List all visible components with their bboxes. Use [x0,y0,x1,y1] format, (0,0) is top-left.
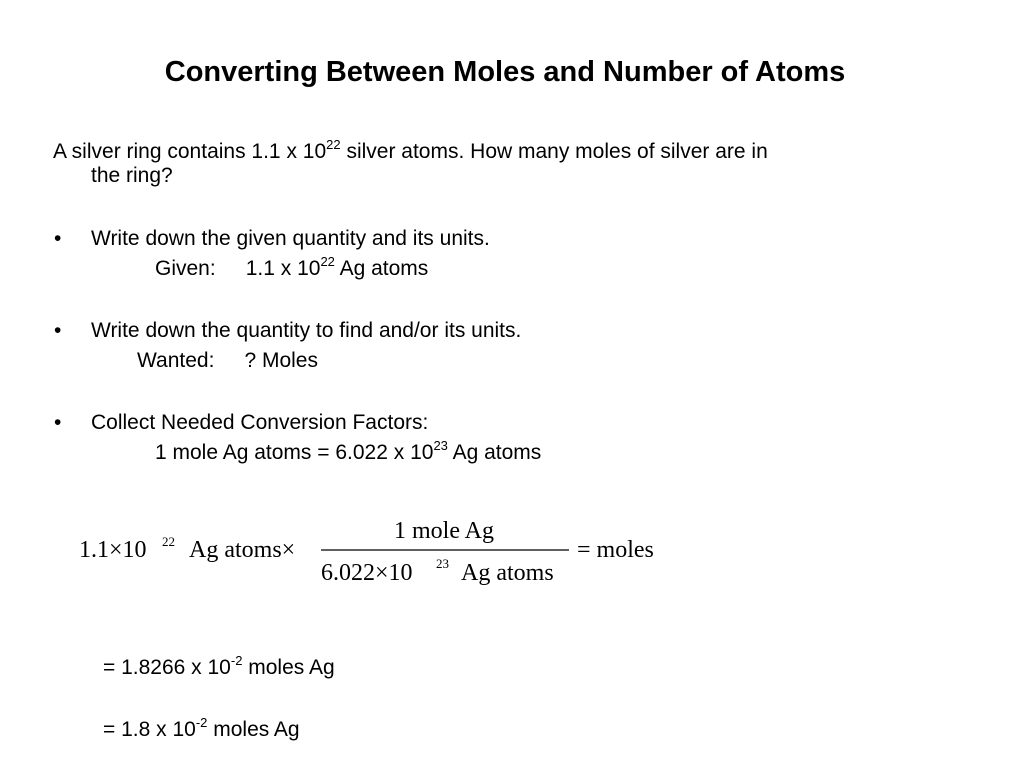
result-2-pre: = 1.8 x 10 [103,718,196,741]
result-2-exponent: -2 [195,715,208,730]
equation-lhs-coefficient: 1.1×10 [79,537,147,563]
conversion-equation [0,500,1024,610]
given-line [155,256,428,284]
result-line-1 [103,655,335,683]
step-3-text: Collect Needed Conversion Factors: [91,411,429,434]
bullet-3: • [54,411,62,434]
equation-rhs: = moles [577,537,654,563]
bullet-2: • [54,319,62,342]
problem-text-post: silver atoms. How many moles of silver are in [340,140,768,163]
conversion-factor [155,440,541,468]
equation-numerator: 1 mole Ag [394,518,494,544]
result-line-2 [103,717,300,745]
equation-lhs-exponent: 22 [162,534,175,549]
wanted-label: Wanted: [137,349,215,372]
step-1-text: Write down the given quantity and its units. [91,227,490,250]
given-label: Given: [155,257,216,280]
equation-denominator-exponent: 23 [436,556,449,571]
result-1-pre: = 1.8266 x 10 [103,656,231,679]
problem-exponent: 22 [326,137,341,152]
step-2-text: Write down the quantity to find and/or its units. [91,319,522,342]
equation-lhs-unit: Ag atoms× [189,537,296,563]
slide-title: Converting Between Moles and Number of Atoms [164,56,846,88]
result-1-post: moles Ag [242,656,335,679]
wanted-line [137,348,318,374]
wanted-value: ? Moles [244,349,318,372]
bullet-1: • [54,227,62,250]
conversion-pre: 1 mole Ag atoms = 6.022 x 10 [155,441,434,464]
given-value-post: Ag atoms [334,257,429,280]
problem-text-pre: A silver ring contains 1.1 x 10 [53,140,327,163]
conversion-exponent: 23 [433,438,448,453]
problem-statement-line-2: the ring? [91,164,173,187]
result-2-post: moles Ag [207,718,300,741]
given-value-pre: 1.1 x 10 [245,257,321,280]
given-exponent: 22 [320,254,335,269]
result-1-exponent: -2 [230,653,243,668]
equation-denominator-coefficient: 6.022×10 [321,560,413,586]
equation-denominator-unit: Ag atoms [461,560,554,586]
conversion-post: Ag atoms [447,441,542,464]
